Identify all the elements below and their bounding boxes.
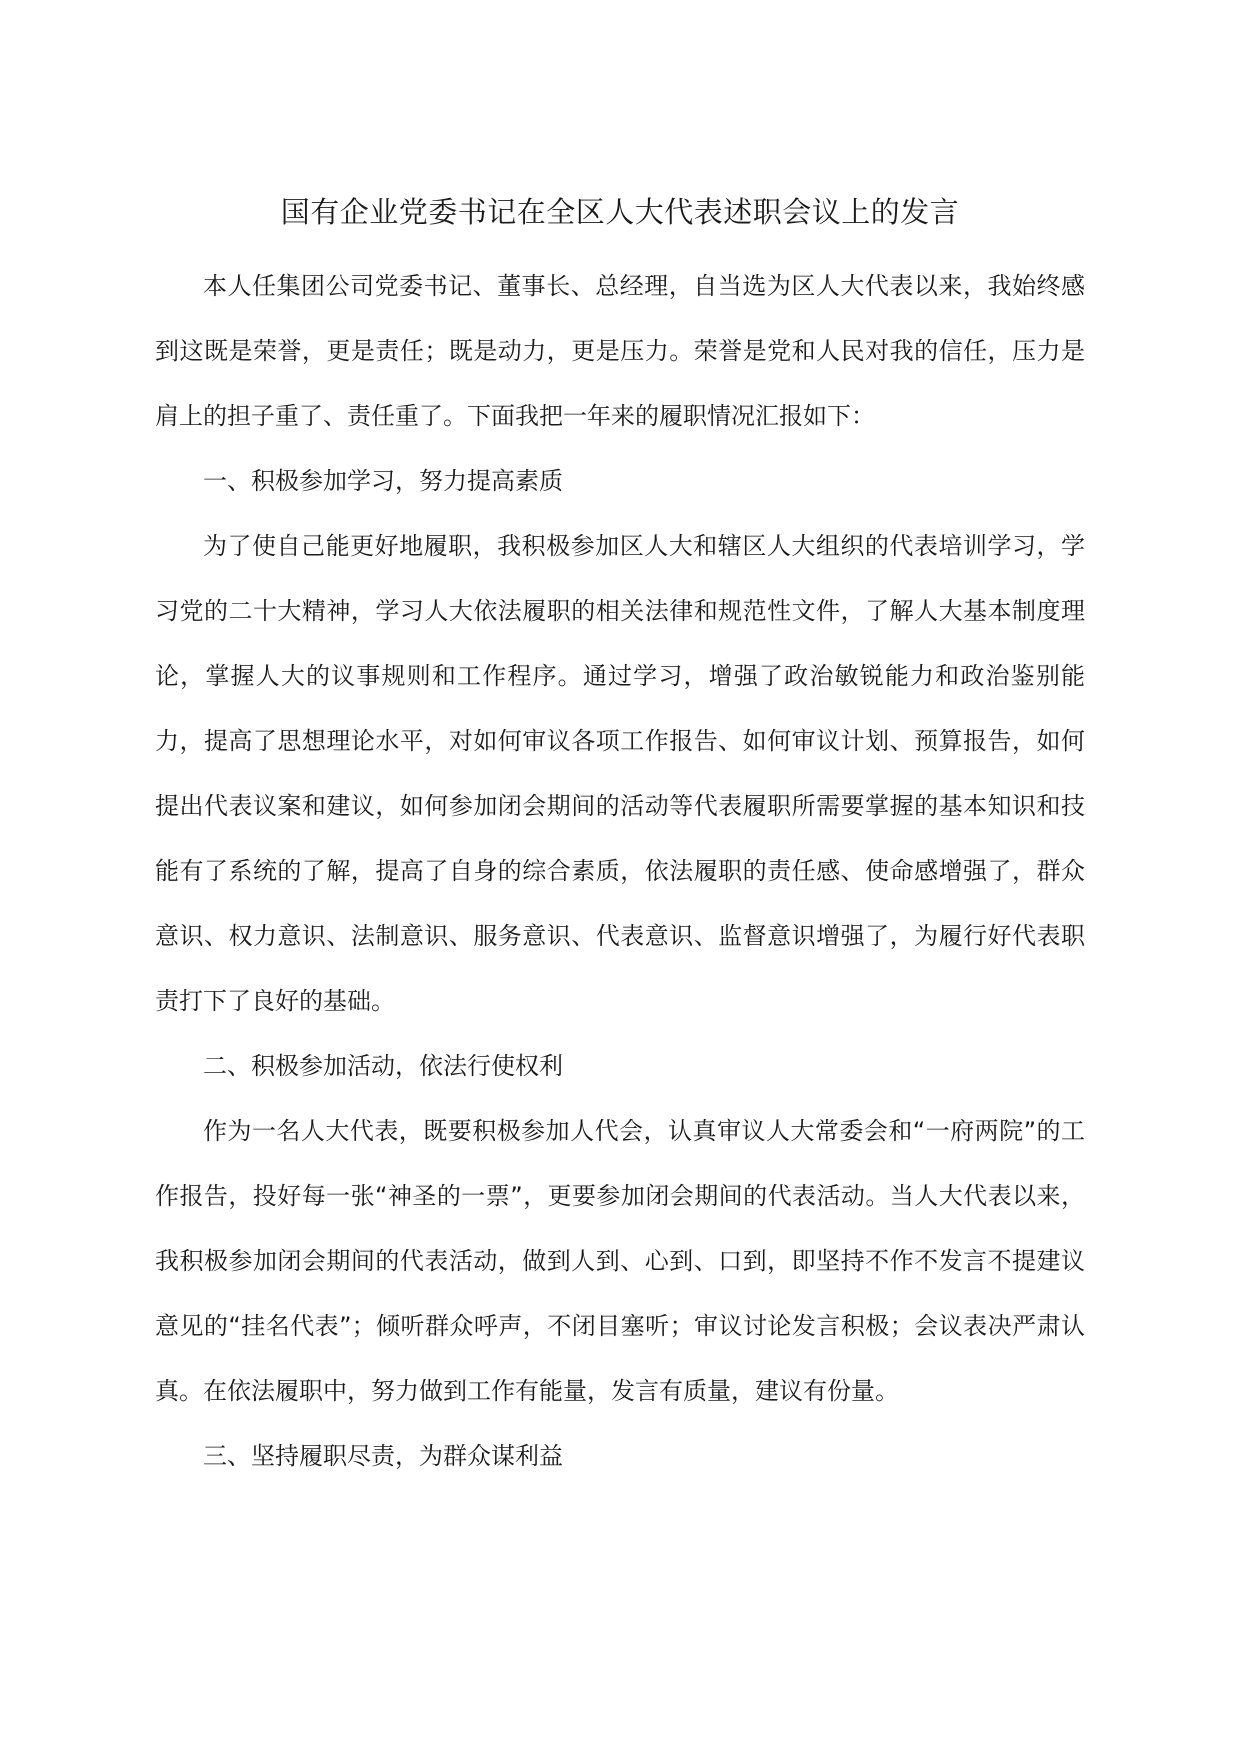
section-heading-1: 一、积极参加学习，努力提高素质 <box>203 467 563 495</box>
section-heading-2: 二、积极参加活动，依法行使权利 <box>203 1052 563 1080</box>
document-title: 国有企业党委书记在全区人大代表述职会议上的发言 <box>280 195 960 229</box>
paragraph-section-2: 作为一名人大代表，既要积极参加人代会，认真审议人大常委会和“一府两院”的工作报告，投好每一张“神圣的一票”，更要参加闭会期间的代表活动。当人大代表以来，我积极参加闭会期间的代表活动，做到人到、心到、口到，即坚持不作不发言不提建议意见的“挂名代表”；倾听群众呼声，不闭目塞听；审议讨论发言积极；会议表决严肃认真。在依法履职中，努力做到工作有能量，发言有质量，建议有份量。 <box>155 1117 1085 1405</box>
paragraph-section-1: 为了使自己能更好地履职，我积极参加区人大和辖区人大组织的代表培训学习，学习党的二十大精神，学习人大依法履职的相关法律和规范性文件，了解人大基本制度理论，掌握人大的议事规则和工作程序。通过学习，增强了政治敏锐能力和政治鉴别能力，提高了思想理论水平，对如何审议各项工作报告、如何审议计划、预算报告，如何提出代表议案和建议，如何参加闭会期间的活动等代表履职所需要掌握的基本知识和技能有了系统的了解，提高了自身的综合素质，依法履职的责任感、使命感增强了，群众意识、权力意识、法制意识、服务意识、代表意识、监督意识增强了，为履行好代表职责打下了良好的基础。 <box>155 532 1085 1015</box>
document-body <box>155 254 1085 1489</box>
paragraph-intro: 本人任集团公司党委书记、董事长、总经理，自当选为区人大代表以来，我始终感到这既是荣誉，更是责任；既是动力，更是压力。荣誉是党和人民对我的信任，压力是肩上的担子重了、责任重了。下面我把一年来的履职情况汇报如下： <box>155 272 1085 430</box>
section-heading-3: 三、坚持履职尽责，为群众谋利益 <box>203 1442 563 1470</box>
